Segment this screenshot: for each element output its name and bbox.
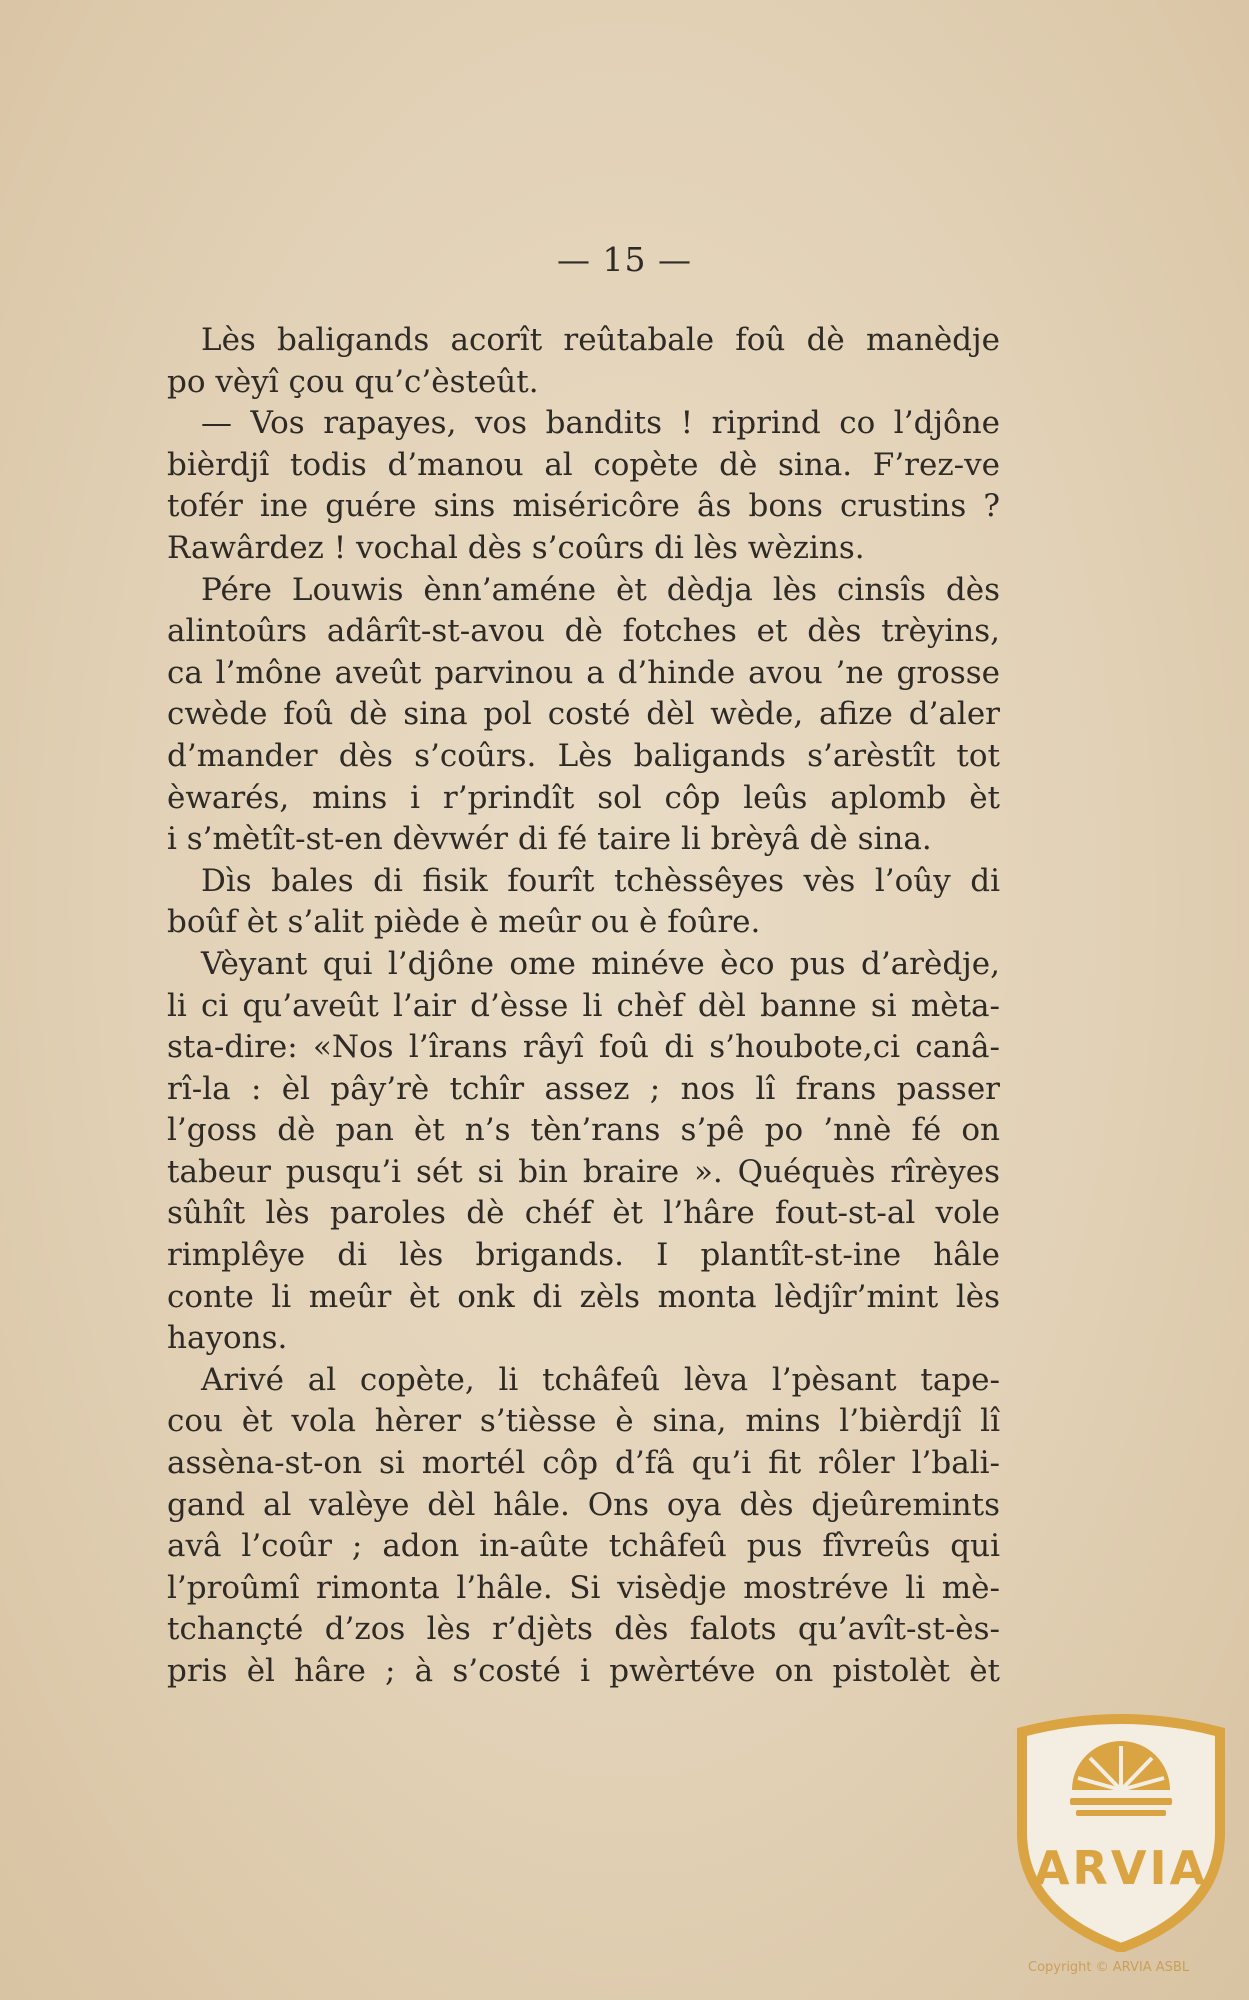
text-line: rî-la : èl pây’rè tchîr assez ; nos lî frans passer [167, 1070, 1000, 1107]
text-line: tofér ine guére sins miséricôre âs bons crustins ? [167, 488, 1000, 525]
text-line: l’proûmî rimonta l’hâle. Si visèdje mostréve li mè- [167, 1569, 1000, 1606]
text-line: tabeur pusqu’i sét si bin braire ». Quéquès rîrèyes [167, 1153, 1000, 1190]
page-number: — 15 — [557, 240, 692, 279]
text-line: cou èt vola hèrer s’tièsse è sina, mins l’bièrdjî lî [167, 1403, 1000, 1440]
text-line: Rawârdez ! vochal dès s’coûrs di lès wèzins. [167, 529, 865, 566]
copyright-notice: Copyright © ARVIA ASBL [1028, 1960, 1190, 1975]
text-line: i s’mètît-st-en dèvwér di fé taire li brèyâ dè sina. [167, 821, 932, 858]
text-line: ca l’mône aveût parvinou a d’hinde avou ’ne grosse [167, 654, 1000, 691]
text-line: assèna-st-on si mortél côp d’fâ qu’i fit rôler l’bali- [167, 1445, 1000, 1482]
text-line: avâ l’coûr ; adon in-aûte tchâfeû pus fîvreûs qui [167, 1528, 1000, 1565]
text-line: d’mander dès s’coûrs. Lès baligands s’arèstît tot [167, 737, 1000, 774]
text-line: Dìs bales di fisik fourît tchèssêyes vès l’oûy di [201, 862, 1000, 899]
text-line: sta-dire: «Nos l’îrans râyî foû di s’houbote,ci canâ- [167, 1029, 1000, 1066]
text-line: Vèyant qui l’djône ome minéve èco pus d’arèdje, [201, 945, 1000, 982]
text-line: po vèyî çou qu’c’èsteût. [167, 363, 539, 400]
text-line: alintoûrs adârît-st-avou dè fotches et dès trèyins, [167, 613, 1000, 650]
text-line: rimplêye di lès brigands. I plantît-st-ine hâle [167, 1237, 1000, 1274]
text-line: sûhît lès paroles dè chéf èt l’hâre fout-st-al vole [167, 1195, 1000, 1232]
text-line: Lès baligands acorît reûtabale foû dè manèdje [201, 322, 1000, 358]
text-line: hayons. [167, 1320, 288, 1357]
text-line: gand al valèye dèl hâle. Ons oya dès djeûremints [167, 1486, 1000, 1523]
text-line: èwarés, mins i r’prindît sol côp leûs aplomb èt [167, 779, 1000, 816]
text-line: Arivé al copète, li tchâfeû lèva l’pèsant tape- [201, 1361, 1000, 1398]
text-line: cwède foû dè sina pol costé dèl wède, afize d’aler [167, 696, 1000, 733]
body-text [167, 320, 1000, 1693]
text-line: conte li meûr èt onk di zèls monta lèdjîr’mint lès [167, 1278, 1000, 1315]
arvia-logo [1012, 1712, 1230, 1952]
text-line: boûf èt s’alit piède è meûr ou è foûre. [167, 904, 761, 941]
logo-text: ARVIA [1033, 1841, 1209, 1895]
text-line: pris èl hâre ; à s’costé i pwèrtéve on pistolèt èt [167, 1653, 1000, 1689]
text-line: li ci qu’aveût l’air d’èsse li chèf dèl banne si mèta- [167, 987, 1000, 1024]
text-line: tchançté d’zos lès r’djèts dès falots qu’avît-st-ès- [167, 1611, 1000, 1648]
text-line: Pére Louwis ènn’améne èt dèdja lès cinsîs dès [201, 571, 1000, 608]
text-line: — Vos rapayes, vos bandits ! riprind co l’djône [201, 405, 1000, 442]
text-line: bièrdjî todis d’manou al copète dè sina. F’rez-ve [167, 446, 1000, 483]
text-line: l’goss dè pan èt n’s tèn’rans s’pê po ’nnè fé on [167, 1112, 1000, 1149]
